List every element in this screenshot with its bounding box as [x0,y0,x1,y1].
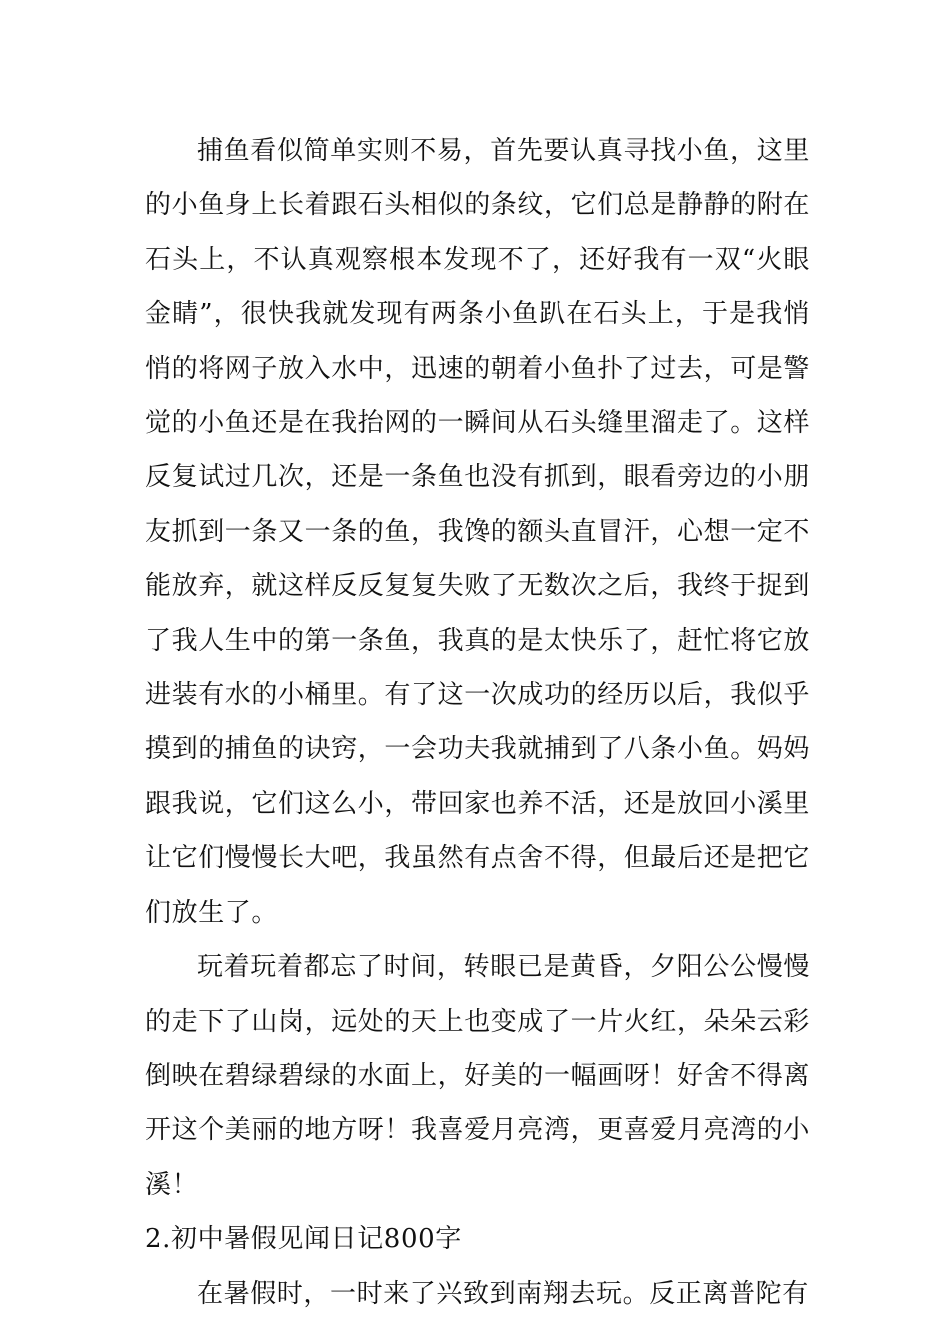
paragraph-fishing: 捕鱼看似简单实则不易，首先要认真寻找小鱼，这里的小鱼身上长着跟石头相似的条纹，它们总是静静的附在石头上，不认真观察根本发现不了，还好我有一双“火眼金睛”，很快我就发现有两条小鱼趴在石头上，于是我悄悄的将网子放入水中，迅速的朝着小鱼扑了过去，可是警觉的小鱼还是在我抬网的一瞬间从石头缝里溜走了。这样反复试过几次，还是一条鱼也没有抓到，眼看旁边的小朋友抓到一条又一条的鱼，我馋的额头直冒汗，心想一定不能放弃，就这样反反复复失败了无数次之后，我终于捉到了我人生中的第一条鱼，我真的是太快乐了，赶忙将它放进装有水的小桶里。有了这一次成功的经历以后，我似乎摸到的捕鱼的诀窍，一会功夫我就捕到了八条小鱼。妈妈跟我说，它们这么小，带回家也养不活，还是放回小溪里让它们慢慢长大吧，我虽然有点舍不得，但最后还是把它们放生了。 [145,136,811,928]
section-heading: 2.初中暑假见闻日记800字 [145,1224,462,1255]
paragraph-nanxiang: 在暑假时，一时来了兴致到南翔去玩。反正离普陀有 [197,1278,809,1309]
document-body [145,124,810,1321]
paragraph-sunset: 玩着玩着都忘了时间，转眼已是黄昏，夕阳公公慢慢的走下了山岗，远处的天上也变成了一片火红，朵朵云彩倒映在碧绿碧绿的水面上，好美的一幅画呀！好舍不得离开这个美丽的地方呀！我喜爱月亮湾，更喜爱月亮湾的小溪！ [145,952,811,1200]
